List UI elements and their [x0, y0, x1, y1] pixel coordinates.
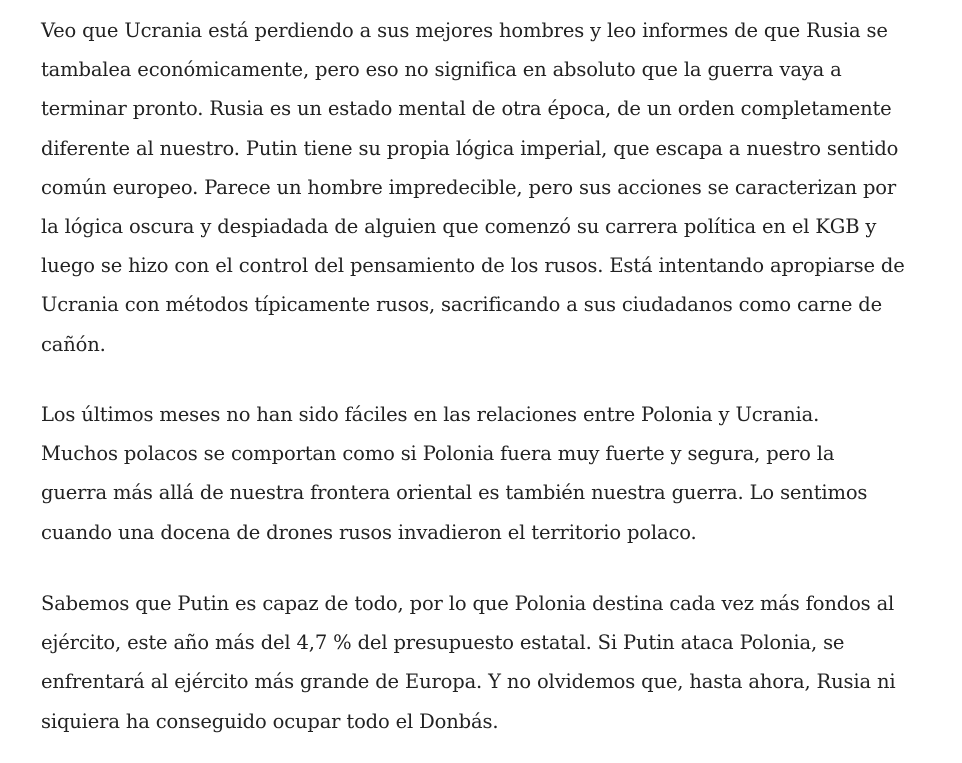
paragraph-line: cuando una docena de drones rusos invadieron el territorio polaco.: [41, 520, 697, 544]
paragraph-line: luego se hizo con el control del pensamiento de los rusos. Está intentando apropiarse de: [41, 254, 905, 278]
paragraph-line: la lógica oscura y despiadada de alguien que comenzó su carrera política en el KGB y: [41, 215, 877, 239]
paragraph-2: [41, 395, 921, 552]
paragraph-line: Veo que Ucrania está perdiendo a sus mejores hombres y leo informes de que Rusia se: [41, 19, 888, 42]
paragraph-line: guerra más allá de nuestra frontera oriental es también nuestra guerra. Lo sentimos: [41, 481, 868, 505]
paragraph-line: cañón.: [41, 332, 106, 356]
paragraph-line: Los últimos meses no han sido fáciles en las relaciones entre Polonia y Ucrania.: [41, 403, 820, 426]
paragraph-line: Muchos polacos se comportan como si Polonia fuera muy fuerte y segura, pero la: [41, 442, 835, 466]
paragraph-line: siquiera ha conseguido ocupar todo el Donbás.: [41, 709, 499, 733]
paragraph-line: común europeo. Parece un hombre impredecible, pero sus acciones se caracterizan por: [41, 175, 897, 199]
paragraph-line: Ucrania con métodos típicamente rusos, sacrificando a sus ciudadanos como carne de: [41, 293, 883, 317]
paragraph-1: [41, 11, 921, 364]
paragraph-line: Sabemos que Putin es capaz de todo, por lo que Polonia destina cada vez más fondos al: [41, 592, 895, 615]
paragraph-3: [41, 584, 921, 741]
paragraph-line: ejército, este año más del 4,7 % del presupuesto estatal. Si Putin ataca Polonia, se: [41, 631, 845, 655]
paragraph-line: enfrentará al ejército más grande de Europa. Y no olvidemos que, hasta ahora, Rusia ni: [41, 670, 896, 694]
paragraph-line: diferente al nuestro. Putin tiene su propia lógica imperial, que escapa a nuestro sentido: [41, 136, 899, 160]
paragraph-line: tambalea económicamente, pero eso no significa en absoluto que la guerra vaya a: [41, 58, 842, 82]
paragraph-line: terminar pronto. Rusia es un estado mental de otra época, de un orden completamente: [41, 97, 892, 121]
